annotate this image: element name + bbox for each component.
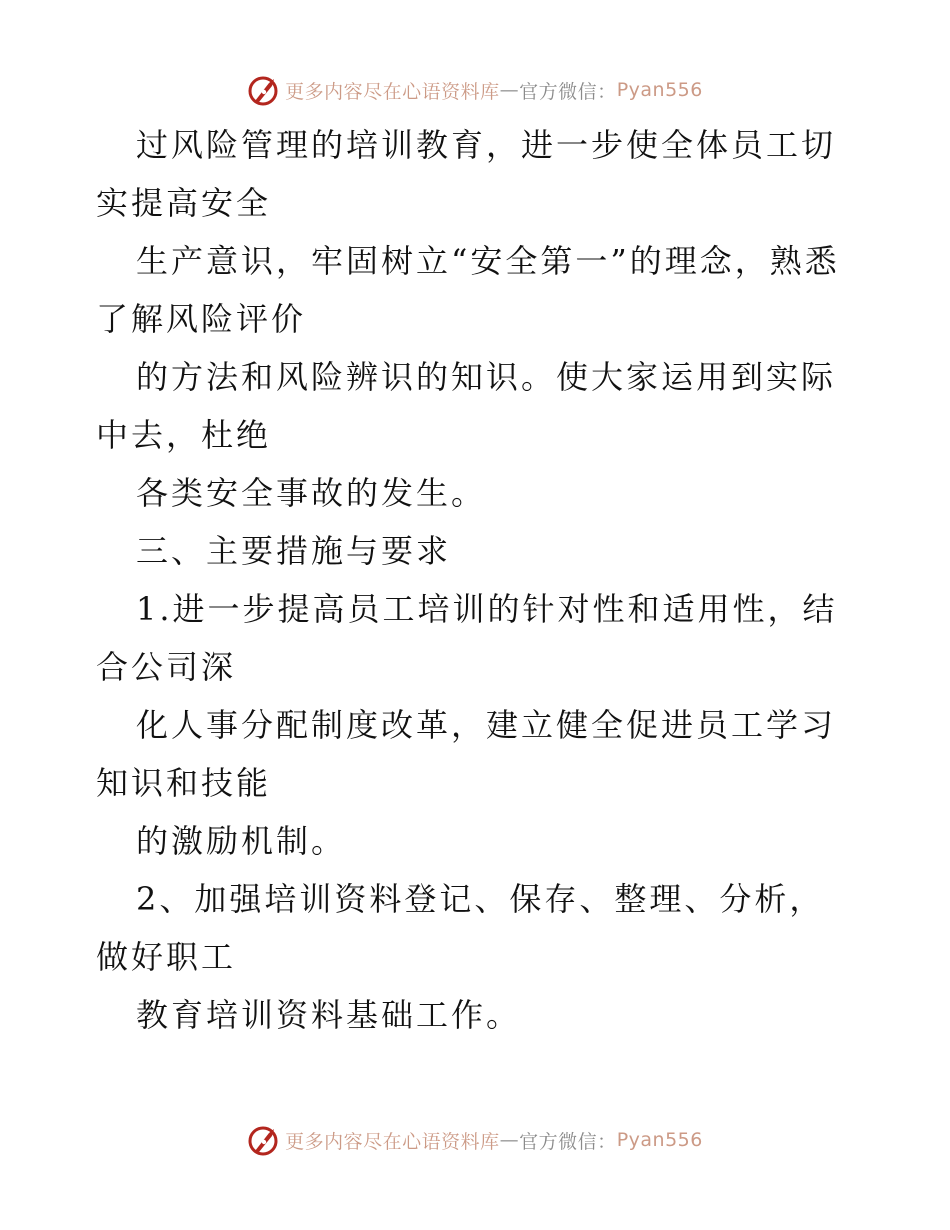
watermark-wechat-id: Pyan556	[616, 1129, 703, 1151]
watermark-subtitle: 官方微信：	[519, 80, 617, 103]
watermark-separator: —	[499, 1129, 520, 1151]
watermark-separator: —	[499, 79, 520, 101]
footer-watermark	[0, 1120, 950, 1160]
document-body	[96, 116, 856, 1044]
watermark-text: 更多内容尽在心语资料库	[285, 1130, 500, 1153]
paragraph: 生产意识，牢固树立“安全第一”的理念，熟悉了解风险评价	[96, 242, 840, 338]
pen-nib-logo-icon	[247, 73, 281, 107]
watermark-wechat-id: Pyan556	[616, 79, 703, 101]
watermark-subtitle: 官方微信：	[519, 1130, 617, 1153]
paragraph: 化人事分配制度改革，建立健全促进员工学习知识和技能	[96, 706, 837, 802]
paragraph: 过风险管理的培训教育，进一步使全体员工切实提高安全	[96, 126, 837, 222]
header-watermark	[0, 70, 950, 110]
paragraph: 的激励机制。	[136, 822, 347, 860]
pen-nib-logo-icon	[247, 1123, 281, 1157]
watermark-text: 更多内容尽在心语资料库	[285, 80, 500, 103]
section-heading: 三、主要措施与要求	[136, 532, 452, 570]
paragraph: 各类安全事故的发生。	[136, 474, 487, 512]
paragraph: 2、加强培训资料登记、保存、整理、分析，做好职工	[96, 880, 825, 976]
paragraph: 教育培训资料基础工作。	[136, 996, 522, 1034]
paragraph: 1.进一步提高员工培训的针对性和适用性，结合公司深	[96, 590, 838, 686]
paragraph: 的方法和风险辨识的知识。使大家运用到实际中去，杜绝	[96, 358, 837, 454]
